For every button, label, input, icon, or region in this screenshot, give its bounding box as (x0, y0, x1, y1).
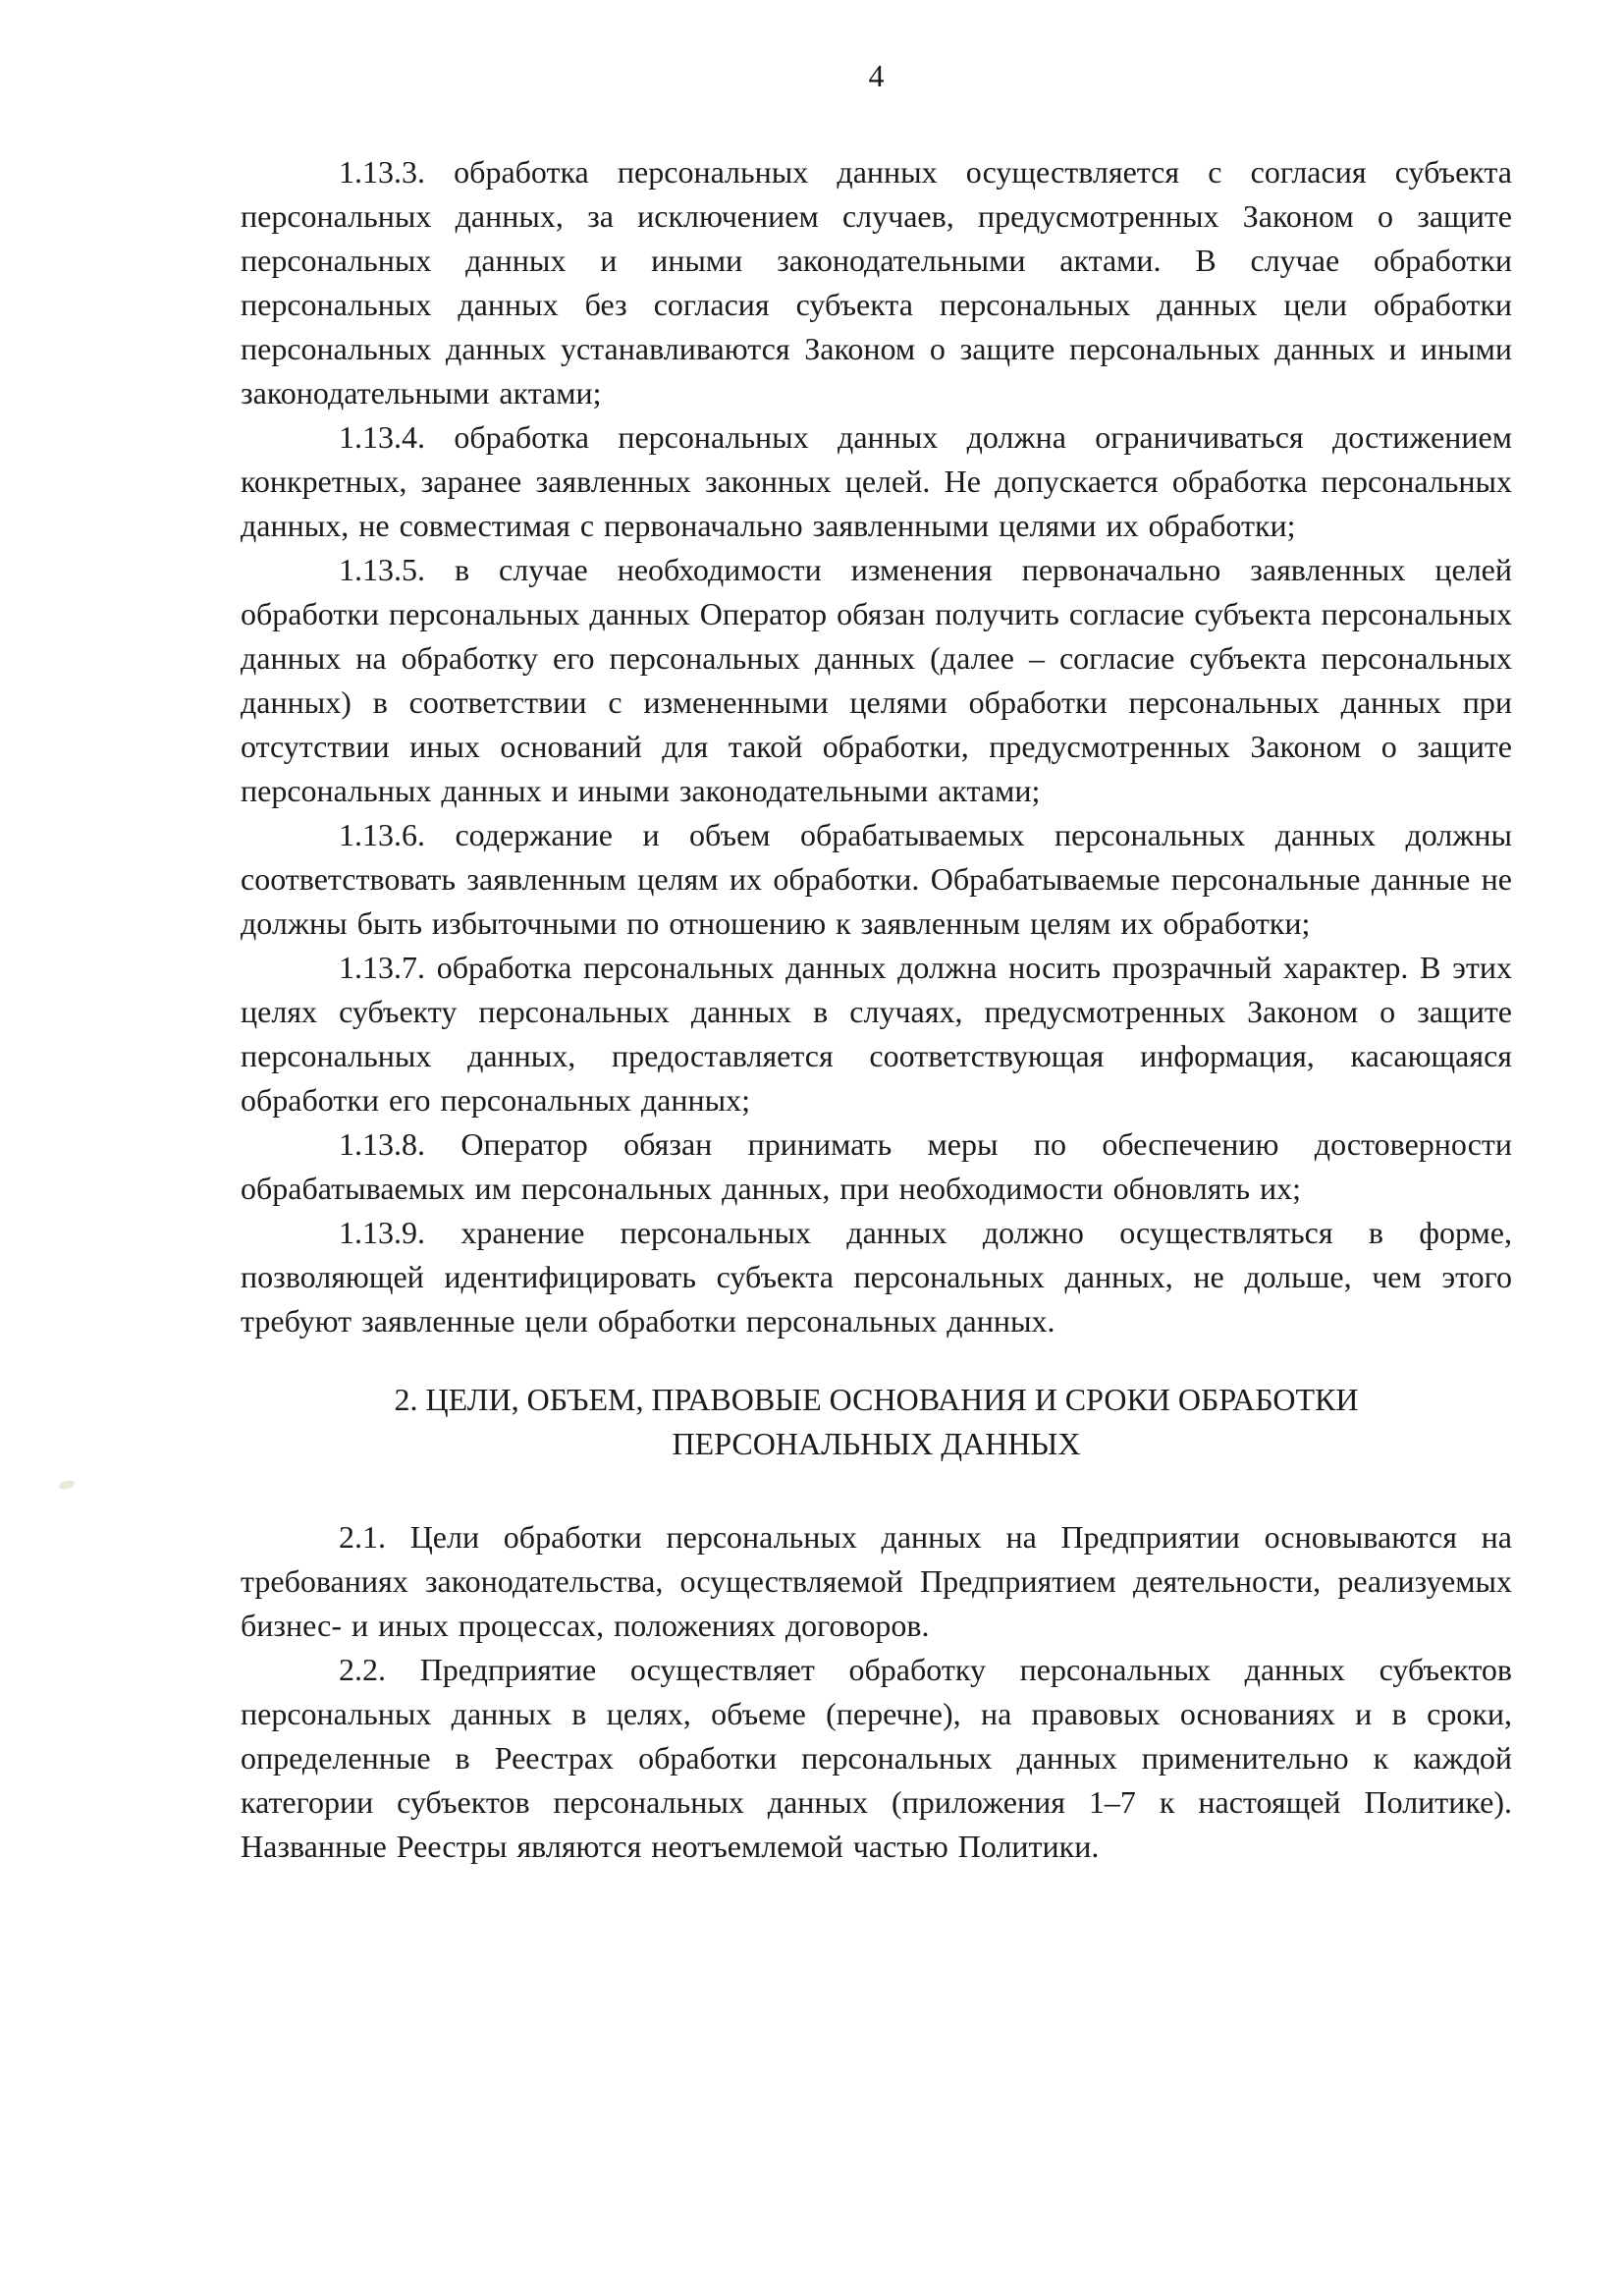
paragraph-1-13-6: 1.13.6. содержание и объем обрабатываемых персональных данных должны соответствовать заявленным целям их обработки. Обрабатываемые персональные данные не должны быть избыточными по отношению к заявленным целям их обработки; (241, 817, 1512, 941)
paragraph-1-13-3: 1.13.3. обработка персональных данных осуществляется с согласия субъекта персональных данных, за исключением случаев, предусмотренных Законом о защите персональных данных и иными законодательными актами. В случае обработки персональных данных без согласия субъекта персональных данных цели обработки персональных данных устанавливаются Законом о защите персональных данных и иными законодательными актами; (241, 154, 1512, 410)
paragraph-1-13-8: 1.13.8. Оператор обязан принимать меры по обеспечению достоверности обрабатываемых им персональных данных, при необходимости обновлять их; (241, 1126, 1512, 1206)
paragraph-1-13-5: 1.13.5. в случае необходимости изменения первоначально заявленных целей обработки персональных данных Оператор обязан получить согласие субъекта персональных данных на обработку его персональных данных (далее – согласие субъекта персональных данных) в соответствии с измененными целями обработки персональных данных при отсутствии иных оснований для такой обработки, предусмотренных Законом о защите персональных данных и иными законодательными актами; (241, 552, 1512, 808)
section-2-heading: 2. ЦЕЛИ, ОБЪЕМ, ПРАВОВЫЕ ОСНОВАНИЯ И СРОКИ ОБРАБОТКИ ПЕРСОНАЛЬНЫХ ДАННЫХ (394, 1382, 1359, 1461)
paragraph-2-1: 2.1. Цели обработки персональных данных на Предприятии основываются на требованиях законодательства, осуществляемой Предприятием деятельности, реализуемых бизнес- и иных процессах, положениях договоров. (241, 1519, 1512, 1643)
page-number: 4 (868, 58, 885, 93)
paragraph-2-2: 2.2. Предприятие осуществляет обработку персональных данных субъектов персональных данных в целях, объеме (перечне), на правовых основаниях и в сроки, определенные в Реестрах обработки персональных данных применительно к каждой категории субъектов персональных данных (приложения 1–7 к настоящей Политике). Названные Реестры являются неотъемлемой частью Политики. (241, 1652, 1512, 1864)
paragraph-1-13-9: 1.13.9. хранение персональных данных должно осуществляться в форме, позволяющей идентифицировать субъекта персональных данных, не дольше, чем этого требуют заявленные цели обработки персональных данных. (241, 1215, 1512, 1339)
stray-pencil-mark (58, 1479, 75, 1490)
paragraph-1-13-7: 1.13.7. обработка персональных данных должна носить прозрачный характер. В этих целях субъекту персональных данных в случаях, предусмотренных Законом о защите персональных данных, предоставляется соответствующая информация, касающаяся обработки его персональных данных; (241, 950, 1512, 1118)
document-body (241, 150, 1512, 1869)
paragraph-1-13-4: 1.13.4. обработка персональных данных должна ограничиваться достижением конкретных, заранее заявленных законных целей. Не допускается обработка персональных данных, не совместимая с первоначально заявленными целями их обработки; (241, 419, 1512, 543)
